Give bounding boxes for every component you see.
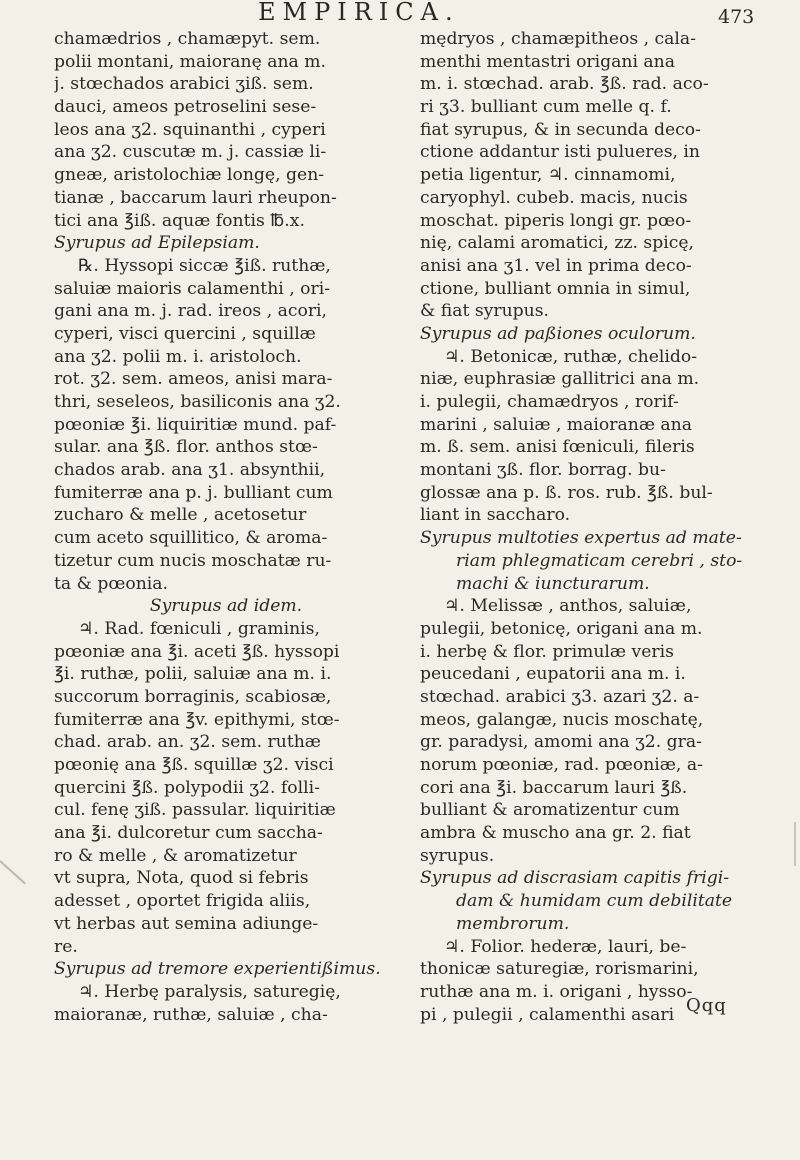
text-line: ro & melle , & aromatizetur xyxy=(54,845,297,866)
text-line: ana ʒ2. polii m. i. aristoloch. xyxy=(54,346,302,367)
section-heading: Syrupus ad paßiones oculorum. xyxy=(420,323,696,344)
text-line: vt supra, Nota, quod si febris xyxy=(54,868,309,889)
text-line: anisi ana ʒ1. vel in prima deco- xyxy=(420,255,692,276)
text-line: re. xyxy=(54,936,78,957)
text-line: peucedani , eupatorii ana m. i. xyxy=(420,664,686,685)
text-line: & fiat syrupus. xyxy=(420,301,550,322)
text-line: pœoniæ ana ℥i. aceti ℥ß. hyssopi xyxy=(54,641,340,662)
text-line: ctione addantur isti pulueres, in xyxy=(420,142,701,163)
text-line: m. ß. sem. anisi fœniculi, fileris xyxy=(420,437,695,458)
text-line: meos, galangæ, nucis moschatę, xyxy=(420,709,704,730)
page-edge-mark xyxy=(0,860,26,884)
text-line: liant in saccharo. xyxy=(420,505,571,526)
section-heading: machi & iuncturarum. xyxy=(456,573,650,594)
text-line: gneæ, aristolochiæ longę, gen- xyxy=(54,165,325,186)
page-number: 473 xyxy=(718,6,755,28)
text-line: m. i. stœchad. arab. ℥ß. rad. aco- xyxy=(420,74,709,95)
text-line: ♃. Rad. fœniculi , graminis, xyxy=(78,618,320,639)
text-line: sular. ana ℥ß. flor. anthos stœ- xyxy=(54,437,318,458)
text-line: polii montani, maioranę ana m. xyxy=(54,51,327,72)
text-line: rot. ʒ2. sem. ameos, anisi mara- xyxy=(54,369,333,390)
text-line: ri ʒ3. bulliant cum melle q. f. xyxy=(420,97,672,118)
text-line: dauci, ameos petroselini sese- xyxy=(54,97,317,118)
text-line: cyperi, visci quercini , squillæ xyxy=(54,323,316,344)
right-column xyxy=(420,28,778,1026)
text-line: syrupus. xyxy=(420,845,495,866)
text-line: tianæ , baccarum lauri rheupon- xyxy=(54,187,337,208)
text-line: menthi mentastri origani ana xyxy=(420,51,675,72)
text-line: ana ℥i. dulcoretur cum saccha- xyxy=(54,823,323,844)
text-line: i. pulegii, chamædryos , rorif- xyxy=(420,392,679,412)
running-title: EMPIRICA. xyxy=(258,0,460,26)
text-line: ℞. Hyssopi siccæ ℥iß. ruthæ, xyxy=(78,255,331,276)
text-line: chados arab. ana ʒ1. absynthii, xyxy=(54,460,326,481)
text-line: adesset , oportet frigida aliis, xyxy=(54,891,311,912)
text-line: i. herbę & flor. primulæ veris xyxy=(420,641,674,662)
text-line: ruthæ ana m. i. origani , hysso- xyxy=(420,981,693,1002)
text-line: pœonię ana ℥ß. squillæ ʒ2. visci xyxy=(54,755,334,775)
text-line: bulliant & aromatizentur cum xyxy=(420,800,680,821)
text-line: ambra & muscho ana gr. 2. fiat xyxy=(420,823,691,844)
text-line: tici ana ℥iß. aquæ fontis ℔.x. xyxy=(54,210,305,231)
text-line: chad. arab. an. ʒ2. sem. ruthæ xyxy=(54,732,321,753)
text-line: niæ, euphrasiæ gallitrici ana m. xyxy=(420,369,700,390)
text-line: tizetur cum nucis moschatæ ru- xyxy=(54,550,332,571)
section-heading: Syrupus ad discrasiam capitis frigi- xyxy=(420,868,730,889)
text-line: pulegii, betonicę, origani ana m. xyxy=(420,618,703,639)
section-heading: riam phlegmaticam cerebri , sto- xyxy=(456,550,743,571)
section-heading: Syrupus multoties expertus ad mate- xyxy=(420,528,742,549)
text-line: fumiterræ ana p. j. bulliant cum xyxy=(54,482,333,503)
text-line: fiat syrupus, & in secunda deco- xyxy=(420,119,701,140)
text-line: quercini ℥ß. polypodii ʒ2. folli- xyxy=(54,777,320,798)
text-line: gani ana m. j. rad. ireos , acori, xyxy=(54,301,328,322)
text-line: ta & pœonia. xyxy=(54,573,169,594)
section-heading: Syrupus ad idem. xyxy=(149,596,303,617)
text-line: cul. fenę ʒiß. passular. liquiritiæ xyxy=(54,800,336,821)
section-heading: Syrupus ad tremore experientißimus. xyxy=(54,959,381,980)
text-line: caryophyl. cubeb. macis, nucis xyxy=(420,187,688,208)
text-line: ♃. Betonicæ, ruthæ, chelido- xyxy=(444,346,698,367)
text-line: succorum borraginis, scabiosæ, xyxy=(54,686,332,707)
page-edge-mark xyxy=(794,822,796,866)
text-line: ℥i. ruthæ, polii, saluiæ ana m. i. xyxy=(54,664,332,685)
text-line: nię, calami aromatici, zz. spicę, xyxy=(420,233,694,254)
text-line: marini , saluiæ , maioranæ ana xyxy=(420,414,692,435)
text-line: pœoniæ ℥i. liquiritiæ mund. paf- xyxy=(54,414,337,435)
text-line: cum aceto squillitico, & aroma- xyxy=(54,528,328,549)
text-line: stœchad. arabici ʒ3. azari ʒ2. a- xyxy=(420,686,700,707)
text-line: norum pœoniæ, rad. pœoniæ, a- xyxy=(420,755,703,775)
text-line: petia ligentur, ♃. cinnamomi, xyxy=(420,165,676,186)
text-line: cori ana ℥i. baccarum lauri ℥ß. xyxy=(420,777,688,798)
page-header xyxy=(0,0,800,26)
text-line: ana ʒ2. cuscutæ m. j. cassiæ li- xyxy=(54,142,327,163)
text-line: glossæ ana p. ß. ros. rub. ℥ß. bul- xyxy=(420,482,713,503)
text-line: thri, seseleos, basiliconis ana ʒ2. xyxy=(54,392,341,412)
text-line: gr. paradysi, amomi ana ʒ2. gra- xyxy=(420,732,702,753)
text-line: vt herbas aut semina adiunge- xyxy=(54,913,319,934)
text-line: maioranæ, ruthæ, saluiæ , cha- xyxy=(54,1004,328,1025)
text-line: ♃. Melissæ , anthos, saluiæ, xyxy=(444,596,692,617)
section-heading: membrorum. xyxy=(456,913,570,934)
text-line: saluiæ maioris calamenthi , ori- xyxy=(54,278,331,299)
text-line: ♃. Herbę paralysis, saturegię, xyxy=(78,981,341,1002)
section-heading: Syrupus ad Epilepsiam. xyxy=(54,233,260,254)
text-line: leos ana ʒ2. squinanthi , cyperi xyxy=(54,119,326,140)
left-column xyxy=(54,28,398,1026)
text-line: chamædrios , chamæpyt. sem. xyxy=(54,29,321,49)
text-line: ♃. Folior. hederæ, lauri, be- xyxy=(444,936,687,957)
text-line: mędryos , chamæpitheos , cala- xyxy=(420,29,696,49)
text-line: ctione, bulliant omnia in simul, xyxy=(420,278,691,299)
section-heading: dam & humidam cum debilitate xyxy=(456,891,733,912)
text-line: zucharo & melle , acetosetur xyxy=(54,505,307,526)
text-line: fumiterræ ana ℥v. epithymi, stœ- xyxy=(54,709,340,730)
text-line: pi , pulegii , calamenthi asari xyxy=(420,1004,675,1025)
text-line: moschat. piperis longi gr. pœo- xyxy=(420,210,692,231)
text-line: thonicæ saturegiæ, rorismarini, xyxy=(420,959,699,980)
signature-mark: Qqq xyxy=(686,995,727,1016)
text-line: montani ʒß. flor. borrag. bu- xyxy=(420,460,666,481)
text-line: j. stœchados arabici ʒiß. sem. xyxy=(54,74,314,95)
